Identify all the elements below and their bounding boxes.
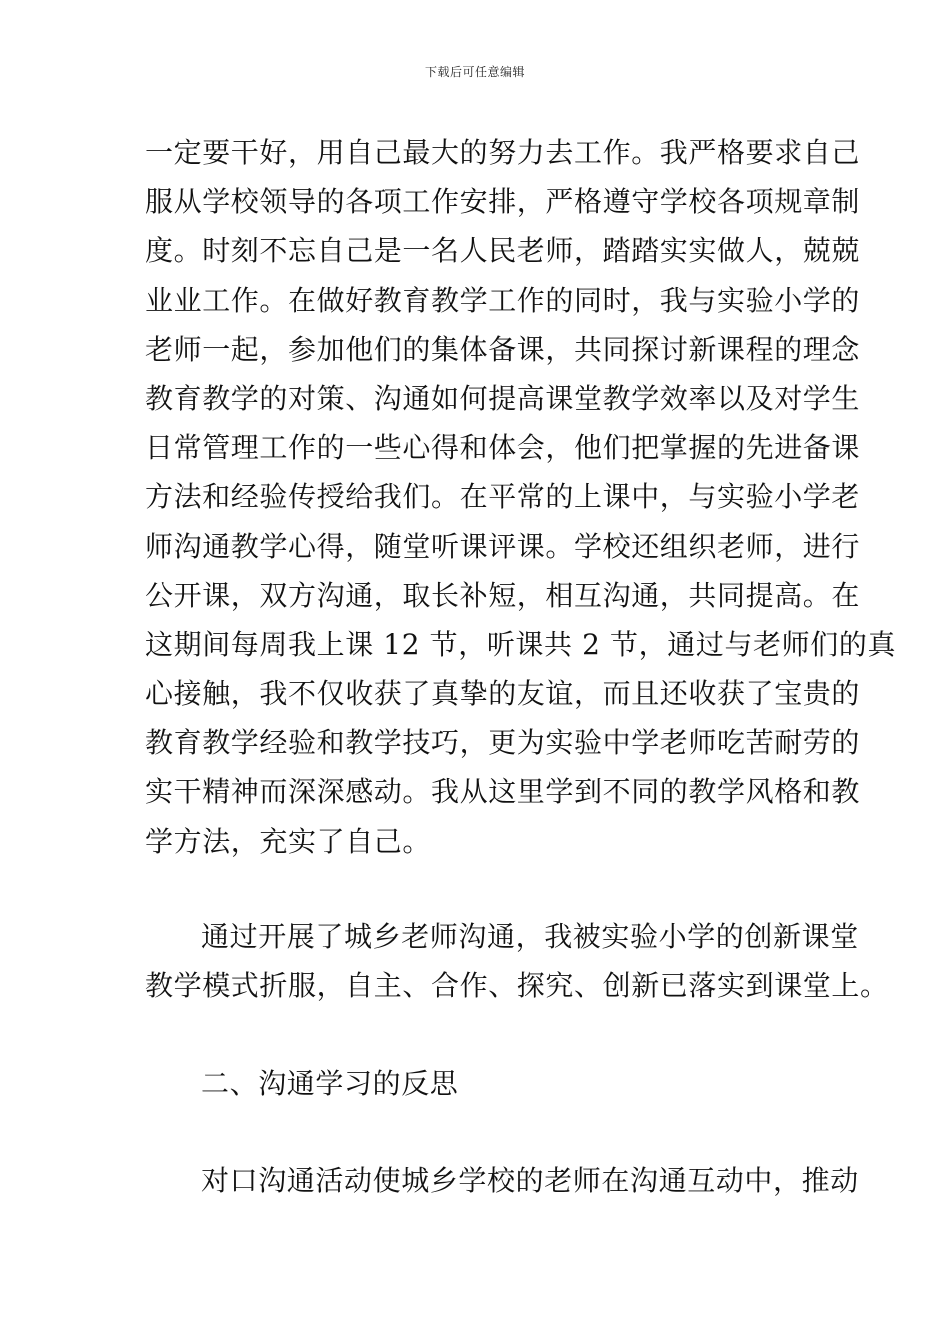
paragraph-exchange [145,912,889,1010]
text-line: 实干精神而深深感动。我从这里学到不同的教学风格和教 [145,775,861,809]
text-line: 方法和经验传授给我们。在平常的上课中，与实验小学老 [145,480,861,514]
text-line: 学方法，充实了自己。 [145,824,432,858]
text-line: 教学模式折服，自主、合作、探究、创新已落实到课堂上。 [145,969,889,1002]
section-heading-text: 二、沟通学习的反思 [201,1067,459,1101]
paragraph-reflection [145,1156,859,1205]
text-line: 教育教学的对策、沟通如何提高课堂教学效率以及对学生 [145,381,861,415]
text-line: 这期间每周我上课 12 节，听课共 2 节，通过与老师们的真 [145,627,897,661]
text-line: 业业工作。在做好教育教学工作的同时，我与实验小学的 [145,283,861,317]
text-line: 日常管理工作的一些心得和体会，他们把掌握的先进备课 [145,431,861,465]
text-line: 对口沟通活动使城乡学校的老师在沟通互动中，推动 [201,1164,859,1198]
text-line: 教育教学经验和教学技巧，更为实验中学老师吃苦耐劳的 [145,726,861,760]
text-line: 服从学校领导的各项工作安排，严格遵守学校各项规章制 [145,185,861,219]
text-line: 一定要干好，用自己最大的努力去工作。我严格要求自己 [145,136,861,169]
text-line: 度。时刻不忘自己是一名人民老师，踏踏实实做人，兢兢 [145,234,861,268]
text-line: 公开课，双方沟通，取长补短，相互沟通，共同提高。在 [145,578,861,612]
text-line: 老师一起，参加他们的集体备课，共同探讨新课程的理念 [145,332,861,366]
text-line: 心接触，我不仅收获了真挚的友谊，而且还收获了宝贵的 [145,677,861,711]
document-body [145,128,897,1206]
section-heading [145,1059,810,1108]
page-header: 下载后可任意编辑 [424,65,525,79]
text-line: 师沟通教学心得，随堂听课评课。学校还组织老师，进行 [145,529,861,563]
paragraph-experience [145,128,897,866]
text-line: 通过开展了城乡老师沟通，我被实验小学的创新课堂 [201,919,859,953]
